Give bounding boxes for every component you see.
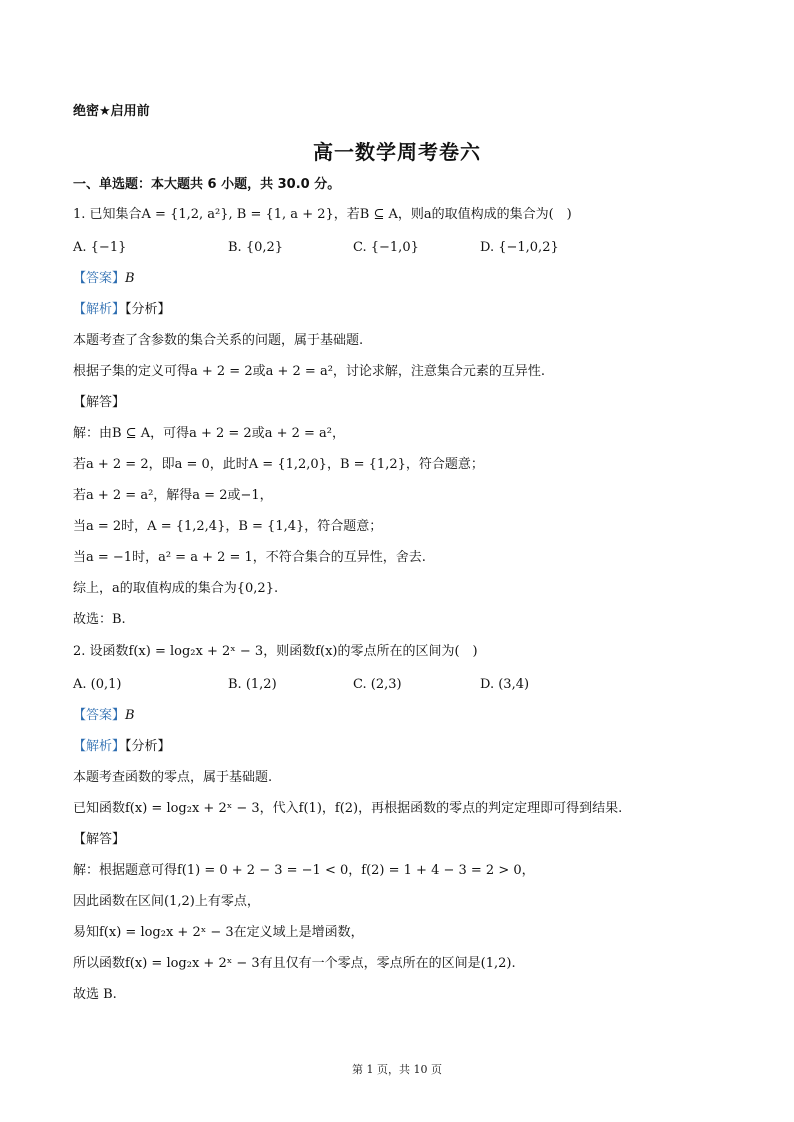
analysis-tag: 【解析】 (73, 302, 126, 317)
q2-answer (73, 707, 135, 725)
page-title: 高一数学周考卷六 (313, 140, 481, 164)
section-heading: 一、单选题：本大题共 6 小题，共 30.0 分。 (73, 177, 341, 192)
q2-analysis-heading (73, 738, 171, 756)
q1-option-d: D. {−1,0,2} (480, 240, 559, 255)
fenxi-tag: 【分析】 (125, 302, 171, 317)
q2-jieda-heading: 【解答】 (73, 832, 126, 847)
q1-answer (73, 270, 135, 288)
fenxi-tag: 【分析】 (125, 739, 171, 754)
q2-analysis-line: 本题考查函数的零点，属于基础题. (73, 770, 273, 785)
answer-value: B (125, 708, 135, 723)
question-2-stem: 2. 设函数f(x) = log₂x + 2ˣ − 3，则函数f(x)的零点所在的区间为( ) (73, 644, 478, 659)
q1-solution-line: 综上，a的取值构成的集合为{0,2}. (73, 581, 279, 596)
q1-solution-line: 若a + 2 = 2，即a = 0，此时A = {1,2,0}，B = {1,2}，符合题意； (73, 457, 484, 472)
q2-option-c: C. (2,3) (353, 677, 402, 692)
q1-analysis-heading (73, 301, 171, 319)
q2-solution-line: 故选 B. (73, 987, 117, 1002)
q2-option-b: B. (1,2) (228, 677, 277, 692)
q2-analysis-line: 已知函数f(x) = log₂x + 2ˣ − 3，代入f(1)，f(2)，再根据函数的零点的判定定理即可得到结果. (73, 801, 623, 816)
answer-tag: 【答案】 (73, 271, 126, 286)
answer-tag: 【答案】 (73, 708, 126, 723)
q2-option-d: D. (3,4) (480, 677, 530, 692)
q1-solution-line: 当a = −1时，a² = a + 2 = 1，不符合集合的互异性，舍去. (73, 550, 426, 565)
q1-solution-line: 解：由B ⊆ A，可得a + 2 = 2或a + 2 = a²， (73, 426, 346, 441)
q2-solution-line: 所以函数f(x) = log₂x + 2ˣ − 3有且仅有一个零点，零点所在的区间是(1,2). (73, 956, 516, 971)
q1-analysis-line: 根据子集的定义可得a + 2 = 2或a + 2 = a²，讨论求解，注意集合元素的互异性. (73, 364, 546, 379)
q1-jieda-heading: 【解答】 (73, 395, 126, 410)
q1-solution-line: 若a + 2 = a²，解得a = 2或−1， (73, 488, 273, 503)
q2-solution-line: 因此函数在区间(1,2)上有零点， (73, 894, 260, 909)
q2-solution-line: 易知f(x) = log₂x + 2ˣ − 3在定义域上是增函数， (73, 925, 364, 940)
q1-option-a: A. {−1} (73, 240, 127, 255)
answer-value: B (125, 271, 135, 286)
q2-option-a: A. (0,1) (73, 677, 122, 692)
secret-label: 绝密★启用前 (73, 104, 150, 119)
q1-solution-line: 当a = 2时，A = {1,2,4}，B = {1,4}，符合题意； (73, 519, 383, 534)
q1-option-b: B. {0,2} (228, 240, 284, 255)
question-1-stem: 1. 已知集合A = {1,2, a²}, B = {1, a + 2}，若B ⊆ A，则a的取值构成的集合为( ) (73, 207, 572, 222)
page-footer: 第 1 页，共 10 页 (352, 1063, 442, 1076)
q1-solution-line: 故选：B. (73, 612, 126, 627)
q1-analysis-line: 本题考查了含参数的集合关系的问题，属于基础题. (73, 333, 364, 348)
analysis-tag: 【解析】 (73, 739, 126, 754)
q2-solution-line: 解：根据题意可得f(1) = 0 + 2 − 3 = −1 < 0，f(2) = 1 + 4 − 3 = 2 > 0， (73, 863, 535, 878)
q1-option-c: C. {−1,0} (353, 240, 419, 255)
